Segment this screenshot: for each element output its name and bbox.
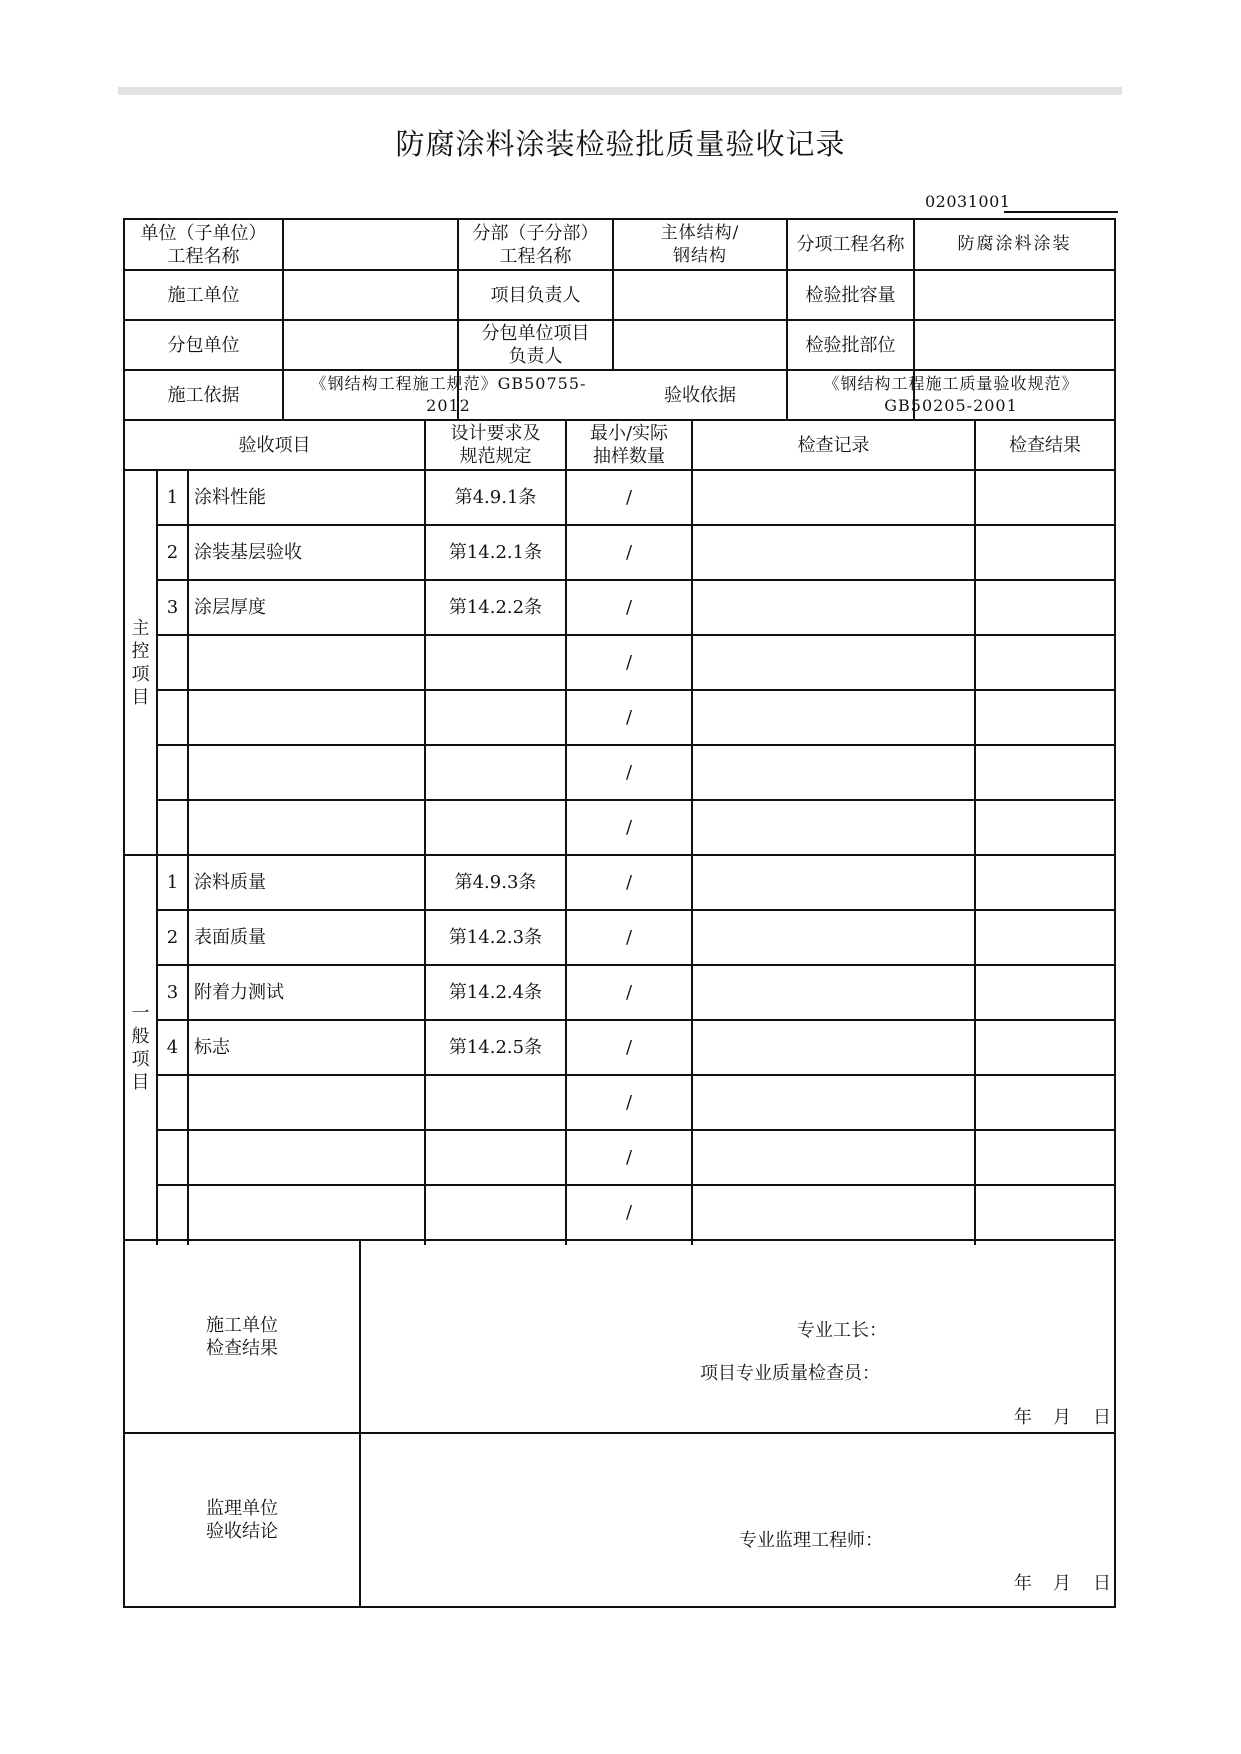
subitem-name-value[interactable]: 防腐涂料涂装 (957, 234, 1072, 254)
item-sample[interactable]: / (625, 1202, 633, 1223)
unit-name-value[interactable] (284, 220, 457, 269)
item-name: 涂料质量 (194, 872, 266, 893)
supervisor-date-month: 月 (1053, 1573, 1071, 1594)
item-name: 涂装基层验收 (194, 542, 302, 563)
form-code: 02031001 (925, 192, 1011, 211)
item-result[interactable] (976, 526, 1114, 579)
item-requirement: 第4.9.3条 (454, 872, 537, 893)
row-number: 2 (166, 927, 179, 948)
supervisor-date-year: 年 (1014, 1573, 1032, 1594)
contractor-date-day: 日 (1093, 1407, 1111, 1428)
row-number: 1 (166, 487, 179, 508)
project-manager-label: 项目负责人 (490, 284, 581, 306)
item-sample[interactable]: / (625, 1092, 633, 1113)
contractor-check-label: 施工单位 检查结果 (206, 1314, 278, 1359)
col-header-result: 检查结果 (1009, 434, 1081, 456)
batch-location-value[interactable] (915, 321, 1114, 369)
item-sample[interactable]: / (625, 762, 633, 783)
item-sample[interactable]: / (625, 1147, 633, 1168)
unit-name-label: 单位（子单位） 工程名称 (140, 222, 267, 267)
item-sample[interactable]: / (625, 597, 633, 618)
main-control-group-label: 主 控 项 目 (131, 617, 150, 708)
item-sample[interactable]: / (625, 487, 633, 508)
acceptance-basis-value: 《钢结构工程施工质量验收规范》 GB50205-2001 (823, 374, 1079, 415)
item-record[interactable] (693, 581, 974, 634)
col-header-record: 检查记录 (797, 434, 870, 456)
item-result[interactable] (976, 471, 1114, 524)
item-sample[interactable]: / (625, 1037, 633, 1058)
form-code-underline (1004, 211, 1118, 213)
construction-basis-label: 施工依据 (167, 384, 240, 406)
supervisor-conclusion-label: 监理单位 验收结论 (206, 1498, 278, 1542)
item-name: 涂料性能 (194, 487, 266, 508)
item-sample[interactable]: / (625, 652, 633, 673)
item-requirement: 第14.2.3条 (448, 927, 543, 948)
batch-capacity-value[interactable] (915, 271, 1114, 319)
supervising-engineer-signature-label: 专业监理工程师： (739, 1530, 883, 1551)
row-number: 2 (166, 542, 179, 563)
subitem-name-label: 分项工程名称 (796, 234, 905, 255)
row-number: 1 (166, 872, 179, 893)
top-divider-bar (118, 87, 1122, 95)
subcontractor-label: 分包单位 (167, 334, 240, 356)
item-sample[interactable]: / (625, 872, 633, 893)
contractor-date-month: 月 (1053, 1407, 1071, 1428)
item-sample[interactable]: / (625, 927, 633, 948)
item-requirement: 第14.2.5条 (448, 1037, 543, 1058)
acceptance-basis-label: 验收依据 (664, 384, 736, 406)
item-name: 附着力测试 (194, 982, 284, 1003)
item-result[interactable] (976, 581, 1114, 634)
division-name-label: 分部（子分部） 工程名称 (472, 222, 599, 267)
sub-project-manager-value[interactable] (614, 321, 786, 369)
item-sample[interactable]: / (625, 542, 633, 563)
item-requirement: 第4.9.1条 (454, 487, 537, 508)
item-requirement: 第14.2.4条 (448, 982, 543, 1003)
item-name: 表面质量 (194, 927, 266, 948)
division-name-value[interactable]: 主体结构/ 钢结构 (660, 222, 740, 266)
item-name: 标志 (194, 1037, 230, 1058)
general-group-label: 一 般 项 目 (131, 1002, 150, 1093)
item-record[interactable] (693, 471, 974, 524)
supervisor-date-day: 日 (1093, 1573, 1111, 1594)
item-requirement: 第14.2.2条 (448, 597, 543, 618)
item-sample[interactable]: / (625, 817, 633, 838)
contractor-value[interactable] (284, 271, 457, 319)
foreman-signature-label: 专业工长： (797, 1320, 887, 1341)
batch-capacity-label: 检验批容量 (805, 284, 896, 306)
contractor-label: 施工单位 (167, 284, 240, 306)
rule-line (359, 1239, 361, 1608)
batch-location-label: 检验批部位 (805, 334, 896, 356)
construction-basis-value: 《钢结构工程施工规范》GB50755- 2012 (310, 374, 587, 415)
item-sample[interactable]: / (625, 982, 633, 1003)
row-number: 4 (166, 1037, 179, 1058)
item-sample[interactable]: / (625, 707, 633, 728)
project-manager-value[interactable] (614, 271, 786, 319)
col-header-sample: 最小/实际 抽样数量 (589, 423, 669, 467)
quality-inspector-signature-label: 项目专业质量检查员： (700, 1363, 880, 1384)
item-record[interactable] (693, 526, 974, 579)
form-title: 防腐涂料涂装检验批质量验收记录 (395, 127, 846, 161)
sub-project-manager-label: 分包单位项目 负责人 (481, 323, 590, 367)
row-number: 3 (166, 982, 179, 1003)
col-header-item: 验收项目 (238, 434, 311, 456)
row-number: 3 (166, 597, 179, 618)
item-name: 涂层厚度 (194, 597, 266, 618)
col-header-requirement: 设计要求及 规范规定 (450, 423, 541, 467)
subcontractor-value[interactable] (284, 321, 457, 369)
item-requirement: 第14.2.1条 (448, 542, 543, 563)
contractor-date-year: 年 (1014, 1407, 1032, 1428)
